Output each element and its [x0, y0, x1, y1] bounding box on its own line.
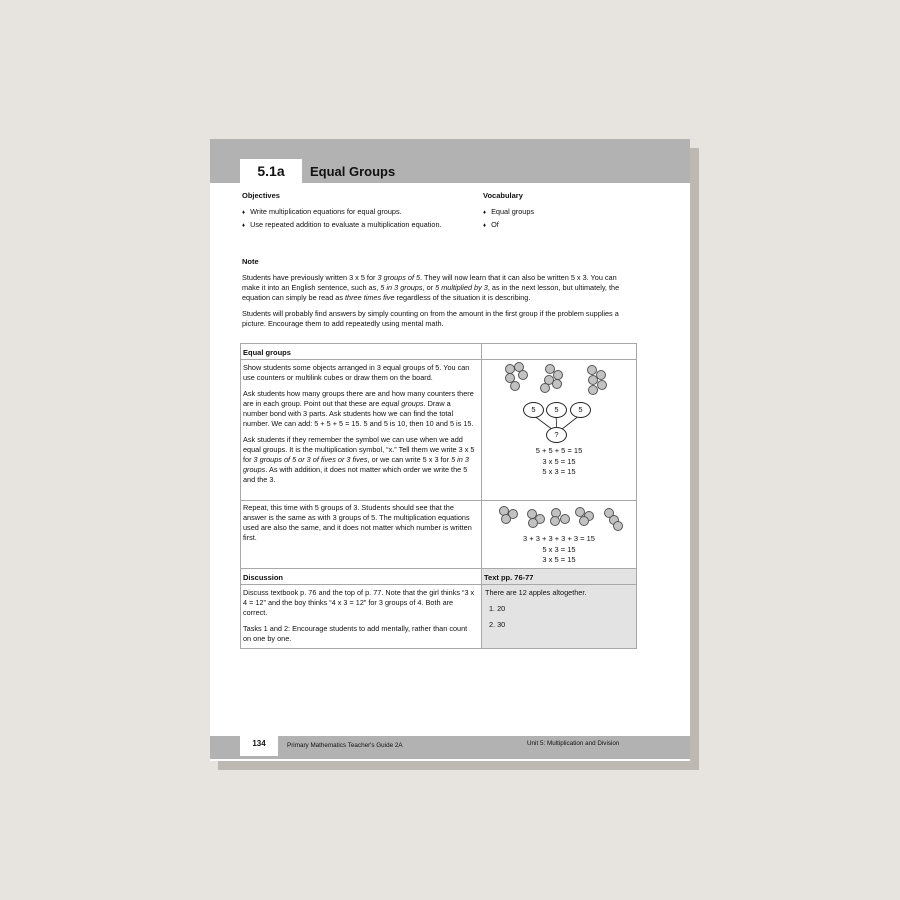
discussion-heading: Discussion [243, 573, 284, 582]
objective-item: ♦ Use repeated addition to evaluate a multiplication equation. [242, 219, 442, 232]
unit-title: Unit 5: Multiplication and Division [527, 740, 620, 747]
counter-icon [552, 379, 562, 389]
book-title: Primary Mathematics Teacher's Guide 2A [287, 742, 403, 749]
objective-item: ♦ Write multiplication equations for equal groups. [242, 206, 442, 219]
lesson-table [240, 343, 637, 649]
row1-text: Show students some objects arranged in 3 equal groups of 5. You can use counters or multilink cubes or draw them on the board. Ask students how many groups there are and how many counters there are in each group. Point out that these are equal groups. Draw a number bond with 3 parts. Ask students how we can find the total number. We can add: 5 + 5 + 5 = 15. 5 and 5 is 10, then 10 and 5 is 15. Ask students if they remember the symbol we can use when we add equal groups. It is the multiplication symbol, “x.” Tell them we write 3 x 5 for 3 groups of 5 or 3 of fives or 3 fives, or we can write 5 x 3 for 5 in 3 groups. As with addition, it does not matter which order we write the 5 and the 3. [243, 363, 475, 484]
answers: There are 12 apples altogether. 1. 20 2. 30 [485, 588, 587, 629]
text-pages-heading: Text pp. 76-77 [484, 573, 534, 582]
counter-icon [540, 383, 550, 393]
document-page [210, 139, 690, 761]
row1-equations: 5 + 5 + 5 = 15 3 x 5 = 15 5 x 3 = 15 [535, 446, 583, 476]
number-bond-part: 5 [546, 402, 567, 418]
number-bond-part: 5 [570, 402, 591, 418]
lesson-number: 5.1a [240, 159, 302, 183]
number-bond-whole: ? [546, 427, 567, 443]
row2-text: Repeat, this time with 5 groups of 3. Students should see that the answer is the same as with 3 groups of 5. The multiplication equations used are also the same, and it does not matter which number is written first. [243, 503, 472, 542]
counter-icon [597, 380, 607, 390]
counter-icon [579, 516, 589, 526]
counter-icon [613, 521, 623, 531]
note-paragraph: Students have previously written 3 x 5 for 3 groups of 5. They will now learn that it can also be written 5 x 3. You can make it into an English sentence, such as, 5 in 3 groups, or 5 multiplied by 3, as in the next lesson, but ultimately, the equation can simply be read as three times five regardless of the situation it is describing. [242, 273, 620, 302]
counter-icon [528, 518, 538, 528]
note-heading: Note [242, 257, 259, 266]
objectives-list [242, 206, 442, 232]
counter-icon [518, 370, 528, 380]
header-bar [210, 139, 690, 183]
lesson-title: Equal Groups [310, 164, 396, 179]
discussion-text: Discuss textbook p. 76 and the top of p. 77. Note that the girl thinks “3 x 4 = 12” and the boy thinks “4 x 3 = 12” for 3 groups of 4. Both are correct. Tasks 1 and 2: Encourage students to add mentally, rather than count on one by one. [243, 588, 475, 643]
row2-equations: 3 + 3 + 3 + 3 + 3 = 15 5 x 3 = 15 3 x 5 = 15 [523, 534, 595, 564]
counter-icon [550, 516, 560, 526]
number-bond-part: 5 [523, 402, 544, 418]
objectives-heading: Objectives [242, 191, 280, 200]
equal-groups-heading: Equal groups [243, 348, 291, 357]
page-number: 134 [240, 736, 278, 756]
vocabulary-item: ♦ Of [483, 219, 534, 232]
vocabulary-list [483, 206, 534, 232]
vocabulary-heading: Vocabulary [483, 191, 523, 200]
counter-icon [510, 381, 520, 391]
note-paragraph: Students will probably find answers by simply counting on from the amount in the first group if the problem supplies a picture. Encourage them to add repeatedly using mental math. [242, 309, 619, 328]
counter-icon [501, 514, 511, 524]
footer-bar [210, 736, 690, 759]
counter-icon [588, 385, 598, 395]
vocabulary-item: ♦ Equal groups [483, 206, 534, 219]
counter-icon [560, 514, 570, 524]
